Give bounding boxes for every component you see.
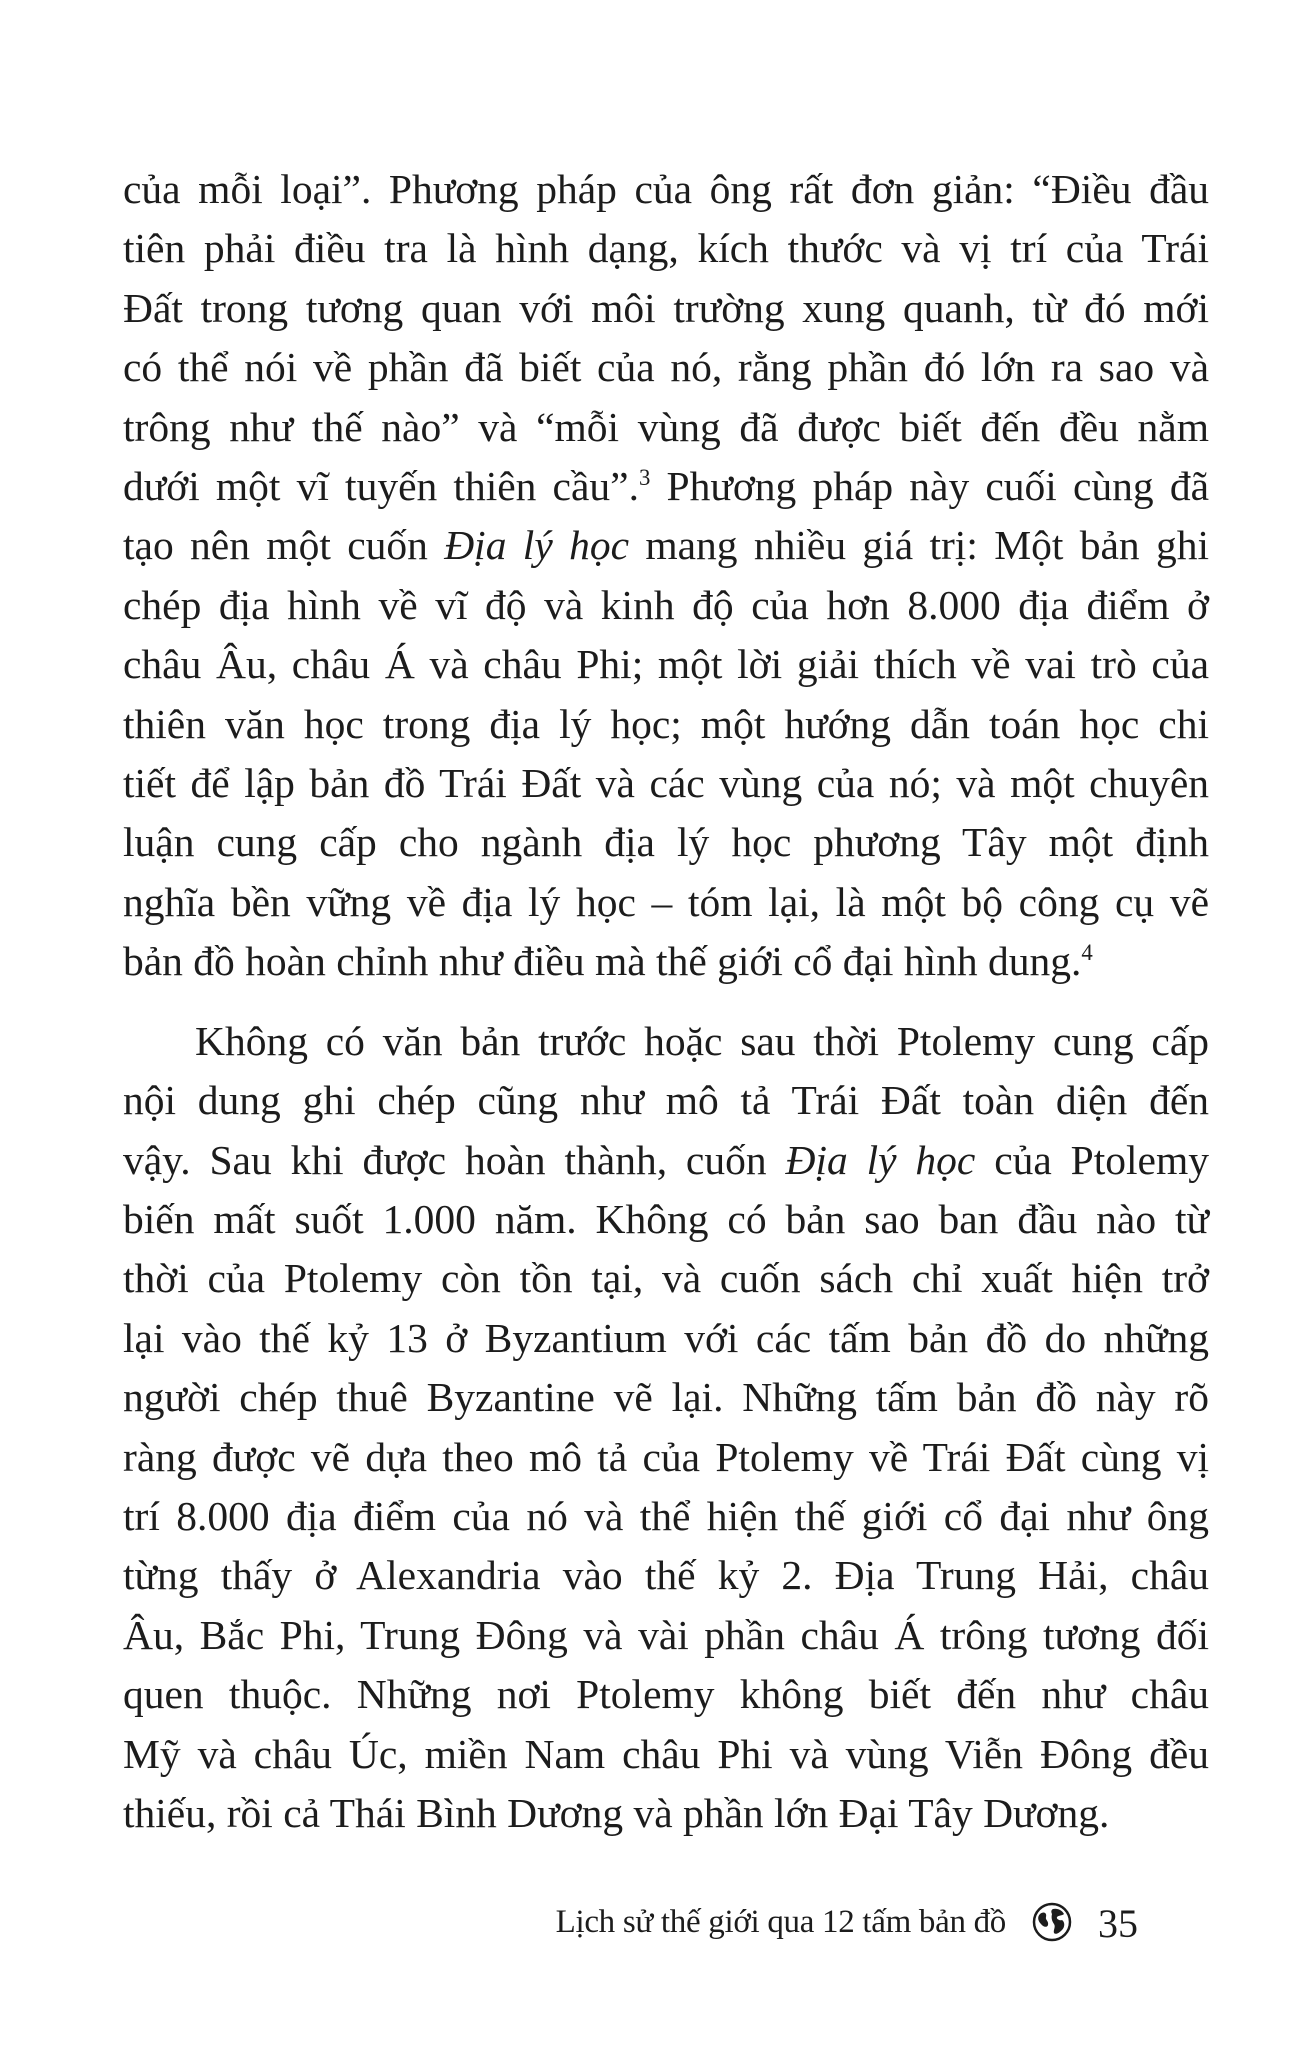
text-line: lại vào thế kỷ 13 ở Byzantium với các tấm bản đồ do những: [123, 1314, 1209, 1361]
text-segment: Phương pháp này cuối cùng đã: [650, 463, 1209, 510]
paragraph-1: [123, 160, 1209, 992]
text-line: thiên văn học trong địa lý học; một hướng dẫn toán học chi: [123, 700, 1209, 747]
text-line: nội dung ghi chép cũng như mô tả Trái Đất toàn diện đến: [123, 1077, 1209, 1124]
text-line: [123, 457, 1209, 516]
text-line: thời của Ptolemy còn tồn tại, và cuốn sách chỉ xuất hiện trở: [123, 1255, 1209, 1302]
footnote-marker: 3: [638, 465, 651, 491]
text-line: Đất trong tương quan với môi trường xung quanh, từ đó mới: [123, 284, 1209, 331]
text-line: ràng được vẽ dựa theo mô tả của Ptolemy về Trái Đất cùng vị: [123, 1433, 1209, 1480]
text-segment: dưới một vĩ tuyến thiên cầu”.: [123, 463, 639, 510]
body-text: [123, 160, 1209, 1843]
text-line: tiên phải điều tra là hình dạng, kích thước và vị trí của Trái: [123, 225, 1209, 272]
text-line: Không có văn bản trước hoặc sau thời Ptolemy cung cấp: [195, 1017, 1209, 1064]
text-line: của mỗi loại”. Phương pháp của ông rất đơn giản: “Điều đầu: [123, 166, 1209, 212]
text-segment: tạo nên một cuốn: [123, 522, 445, 569]
running-title: Lịch sử thế giới qua 12 tấm bản đồ: [555, 1904, 1006, 1940]
text-line: Mỹ và châu Úc, miền Nam châu Phi và vùng Viễn Đông đều: [123, 1730, 1209, 1777]
text-line: chép địa hình về vĩ độ và kinh độ của hơn 8.000 địa điểm ở: [123, 581, 1209, 628]
text-line: quen thuộc. Những nơi Ptolemy không biết đến như châu: [123, 1671, 1209, 1718]
paragraph-2: [123, 1012, 1209, 1844]
text-line: [123, 516, 1209, 575]
text-segment: của Ptolemy: [975, 1136, 1209, 1183]
text-line: tiết để lập bản đồ Trái Đất và các vùng của nó; và một chuyên: [123, 760, 1209, 807]
globe-icon: [1032, 1902, 1072, 1942]
text-segment: vậy. Sau khi được hoàn thành, cuốn: [123, 1136, 786, 1183]
text-line: từng thấy ở Alexandria vào thế kỷ 2. Địa Trung Hải, châu: [123, 1552, 1209, 1599]
text-line: người chép thuê Byzantine vẽ lại. Những tấm bản đồ này rõ: [123, 1374, 1209, 1421]
book-title: Địa lý học: [444, 522, 629, 569]
text-line: [123, 932, 1209, 991]
text-line: có thể nói về phần đã biết của nó, rằng phần đó lớn ra sao và: [123, 344, 1209, 391]
text-line: trí 8.000 địa điểm của nó và thể hiện thế giới cổ đại như ông: [123, 1492, 1209, 1539]
page-footer: [0, 1896, 1309, 1956]
text-line: Âu, Bắc Phi, Trung Đông và vài phần châu Á trông tương đối: [123, 1611, 1209, 1658]
text-line: thiếu, rồi cả Thái Bình Dương và phần lớn Đại Tây Dương.: [123, 1789, 1110, 1836]
text-segment: mang nhiều giá trị: Một bản ghi: [629, 522, 1209, 569]
book-title: Địa lý học: [785, 1136, 976, 1183]
text-line: châu Âu, châu Á và châu Phi; một lời giải thích về vai trò của: [123, 641, 1209, 688]
text-line: luận cung cấp cho ngành địa lý học phương Tây một định: [123, 819, 1209, 866]
text-line: biến mất suốt 1.000 năm. Không có bản sao ban đầu nào từ: [123, 1195, 1209, 1242]
text-line: [123, 1131, 1209, 1190]
page-number: 35: [1098, 1901, 1138, 1946]
text-line: nghĩa bền vững về địa lý học – tóm lại, là một bộ công cụ vẽ: [123, 878, 1209, 925]
footnote-marker: 4: [1081, 940, 1093, 966]
text-segment: bản đồ hoàn chỉnh như điều mà thế giới cổ đại hình dung.: [123, 938, 1082, 985]
text-line: trông như thế nào” và “mỗi vùng đã được biết đến đều nằm: [123, 403, 1209, 450]
